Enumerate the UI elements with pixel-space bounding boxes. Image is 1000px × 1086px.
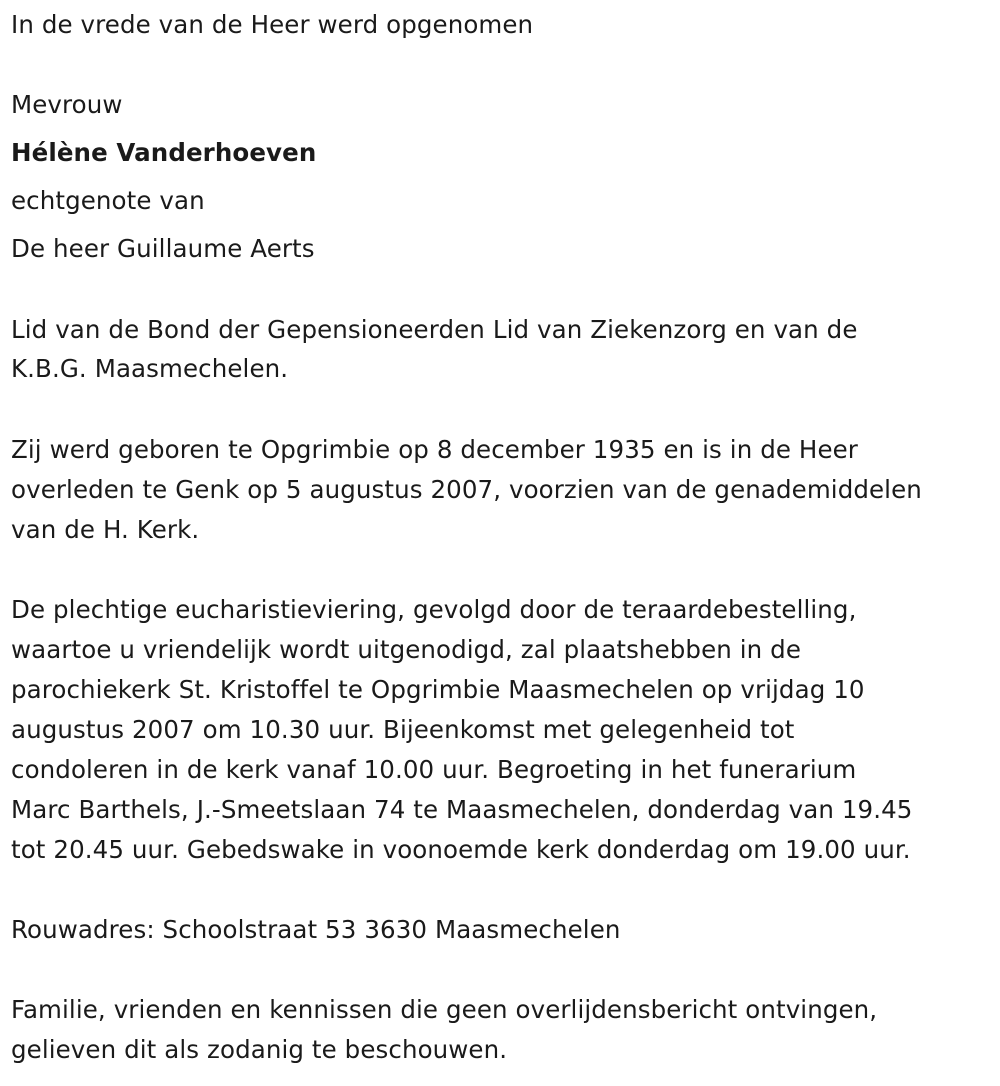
spouse-name: De heer Guillaume Aerts	[11, 234, 315, 263]
ceremony-line: Marc Barthels, J.-Smeetslaan 74 te Maasmechelen, donderdag van 19.45	[11, 795, 913, 824]
birth-death-line: van de H. Kerk.	[11, 515, 200, 544]
membership-line: Lid van de Bond der Gepensioneerden Lid van Ziekenzorg en van de	[11, 315, 858, 344]
ceremony-line: tot 20.45 uur. Gebedswake in voonoemde kerk donderdag om 19.00 uur.	[11, 835, 911, 864]
closing-line: gelieven dit als zodanig te beschouwen.	[11, 1035, 508, 1064]
ceremony-line: parochiekerk St. Kristoffel te Opgrimbie Maasmechelen op vrijdag 10	[11, 675, 865, 704]
birth-death-line: Zij werd geboren te Opgrimbie op 8 december 1935 en is in de Heer	[11, 435, 858, 464]
ceremony-line: condoleren in de kerk vanaf 10.00 uur. Begroeting in het funerarium	[11, 755, 857, 784]
intro-text: In de vrede van de Heer werd opgenomen	[11, 10, 534, 39]
mourning-address: Rouwadres: Schoolstraat 53 3630 Maasmechelen	[11, 915, 621, 944]
birth-death-line: overleden te Genk op 5 augustus 2007, voorzien van de genademiddelen	[11, 475, 922, 504]
ceremony-line: augustus 2007 om 10.30 uur. Bijeenkomst met gelegenheid tot	[11, 715, 795, 744]
relation-text: echtgenote van	[11, 186, 205, 215]
ceremony-line: waartoe u vriendelijk wordt uitgenodigd, zal plaatshebben in de	[11, 635, 802, 664]
membership-line: K.B.G. Maasmechelen.	[11, 354, 289, 383]
salutation: Mevrouw	[11, 90, 123, 119]
closing-line: Familie, vrienden en kennissen die geen overlijdensbericht ontvingen,	[11, 995, 878, 1024]
ceremony-line: De plechtige eucharistieviering, gevolgd door de teraardebestelling,	[11, 595, 857, 624]
deceased-name: Hélène Vanderhoeven	[11, 138, 317, 167]
